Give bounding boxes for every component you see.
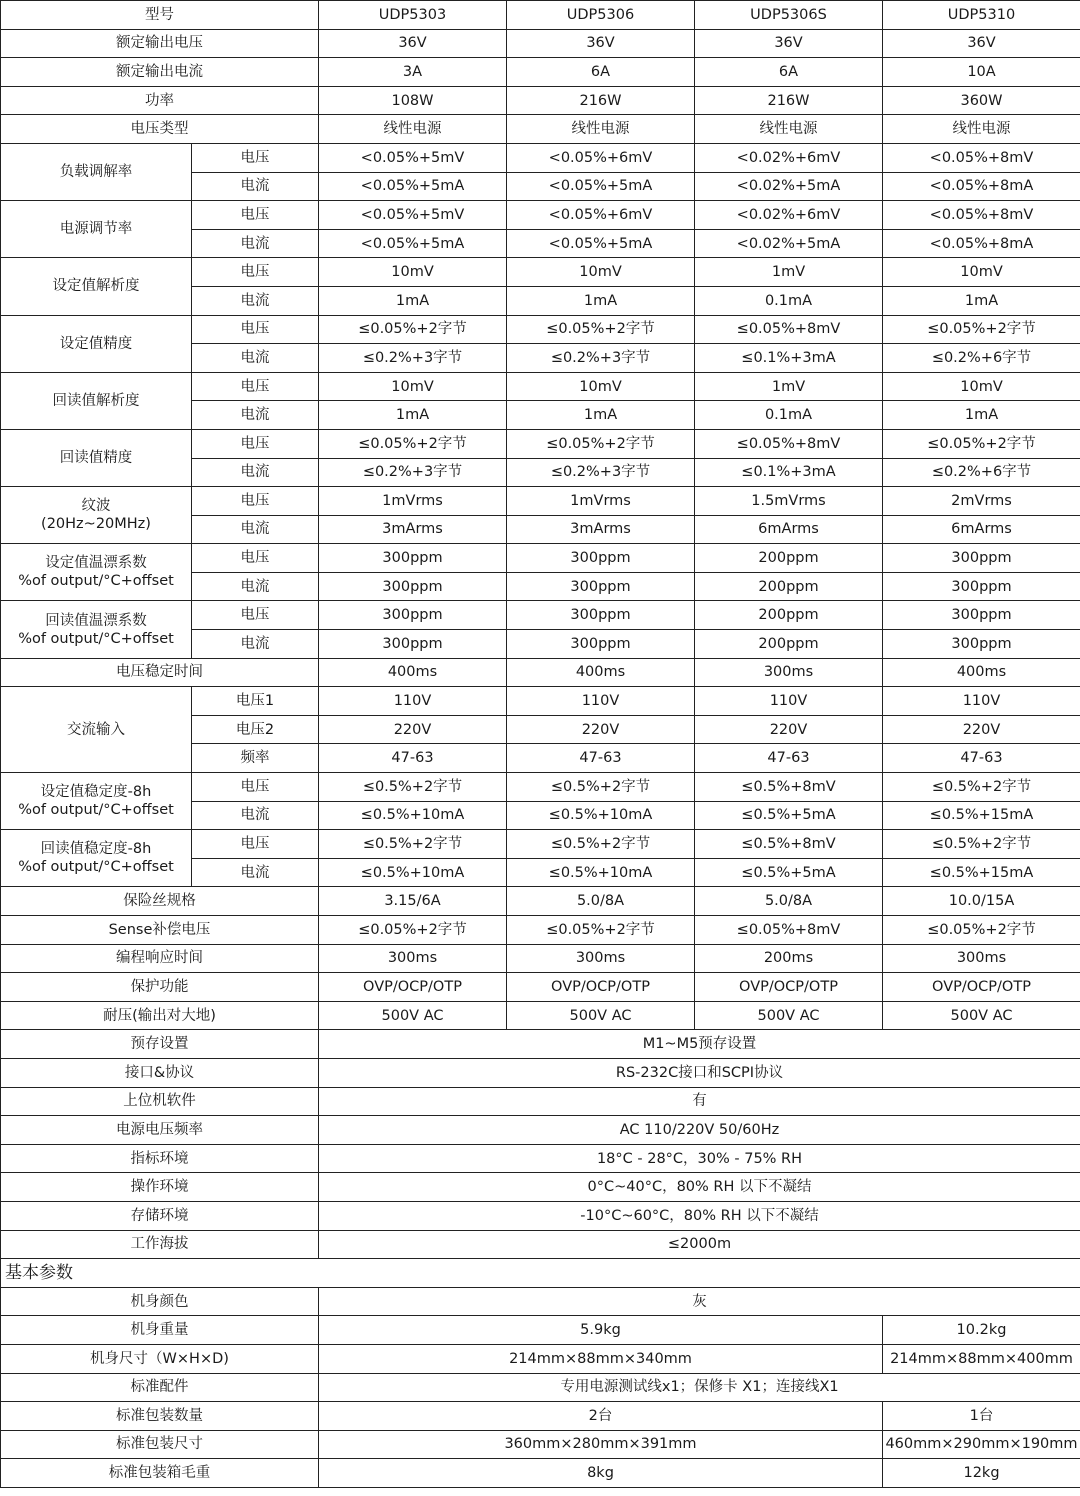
row-value: 300ppm — [507, 630, 695, 659]
row-value: AC 110/220V 50/60Hz — [319, 1116, 1080, 1145]
sub-label: 电流 — [192, 858, 319, 887]
group-label — [1, 544, 192, 601]
row-value: 36V — [695, 29, 883, 58]
row-label: 标准包装数量 — [1, 1402, 319, 1431]
row-value: 400ms — [319, 658, 507, 687]
row-value: 1mA — [883, 401, 1080, 430]
sub-label: 电流 — [192, 515, 319, 544]
row-value: ≤0.5%+10mA — [507, 801, 695, 830]
row-value: <0.05%+8mA — [883, 229, 1080, 258]
row-value: -10°C~60°C，80% RH 以下不凝结 — [319, 1201, 1080, 1230]
table-row — [1, 1373, 1080, 1402]
sub-label: 电压 — [192, 429, 319, 458]
table-row — [1, 687, 1080, 716]
row-value: 3.15/6A — [319, 887, 507, 916]
row-value: 8kg — [319, 1459, 883, 1488]
row-label: 机身尺寸（W×H×D) — [1, 1344, 319, 1373]
group-label — [1, 429, 192, 486]
row-value: ≤0.05%+2字节 — [507, 429, 695, 458]
sub-label: 电压 — [192, 258, 319, 287]
row-value: ≤0.05%+2字节 — [883, 916, 1080, 945]
row-value: ≤0.5%+2字节 — [319, 773, 507, 802]
row-value: ≤0.5%+5mA — [695, 858, 883, 887]
row-value: 36V — [319, 29, 507, 58]
row-label: 上位机软件 — [1, 1087, 319, 1116]
row-label: 保险丝规格 — [1, 887, 319, 916]
table-row — [1, 1001, 1080, 1030]
table-row — [1, 544, 1080, 573]
group-label-line: 回读值解析度 — [52, 392, 140, 409]
group-label-line: 设定值解析度 — [52, 278, 140, 295]
sub-label: 电流 — [192, 630, 319, 659]
row-value: <0.05%+5mA — [319, 229, 507, 258]
row-label: 标准包装尺寸 — [1, 1430, 319, 1459]
row-value: 300ms — [883, 944, 1080, 973]
row-value: 0.1mA — [695, 401, 883, 430]
row-value: <0.05%+5mA — [507, 229, 695, 258]
row-value: 灰 — [319, 1287, 1080, 1316]
table-row — [1, 916, 1080, 945]
row-value: 500V AC — [883, 1001, 1080, 1030]
row-value: 1台 — [883, 1402, 1080, 1431]
table-row — [1, 315, 1080, 344]
row-value: 400ms — [507, 658, 695, 687]
section-title: 基本参数 — [1, 1259, 1080, 1288]
row-value: ≤0.5%+2字节 — [507, 830, 695, 859]
row-value: 300ppm — [507, 544, 695, 573]
row-value: 216W — [695, 86, 883, 115]
group-label-line: 设定值稳定度-8h — [40, 784, 152, 801]
table-row — [1, 1, 1080, 30]
row-value: ≤0.5%+2字节 — [319, 830, 507, 859]
group-label — [1, 687, 192, 773]
row-value: 300ppm — [319, 544, 507, 573]
table-row — [1, 658, 1080, 687]
row-value: 1mVrms — [507, 487, 695, 516]
sub-label: 电压 — [192, 143, 319, 172]
row-value: 400ms — [883, 658, 1080, 687]
group-label-line: 回读值温漂系数 — [45, 612, 147, 629]
table-row — [1, 1058, 1080, 1087]
row-value: 200ppm — [695, 544, 883, 573]
row-value: ≤0.2%+3字节 — [319, 458, 507, 487]
table-row — [1, 86, 1080, 115]
sub-label: 电压 — [192, 315, 319, 344]
row-value: 3A — [319, 58, 507, 87]
row-value: ≤2000m — [319, 1230, 1080, 1259]
sub-label: 电压 — [192, 201, 319, 230]
row-value: 360W — [883, 86, 1080, 115]
group-label — [1, 601, 192, 658]
row-value: ≤0.5%+8mV — [695, 830, 883, 859]
row-label: 保护功能 — [1, 973, 319, 1002]
row-value: 0°C~40°C，80% RH 以下不凝结 — [319, 1173, 1080, 1202]
row-label: 标准配件 — [1, 1373, 319, 1402]
row-value: ≤0.5%+2字节 — [507, 773, 695, 802]
row-value: 110V — [883, 687, 1080, 716]
row-value: 47-63 — [883, 744, 1080, 773]
row-label: 额定输出电流 — [1, 58, 319, 87]
row-value: 3mArms — [319, 515, 507, 544]
row-value: <0.02%+6mV — [695, 143, 883, 172]
row-value: 1mA — [883, 286, 1080, 315]
row-label: 额定输出电压 — [1, 29, 319, 58]
row-value: 线性电源 — [319, 115, 507, 144]
group-label-line: %of output/°C+offset — [18, 859, 174, 876]
row-value: ≤0.2%+3字节 — [507, 344, 695, 373]
row-value: ≤0.1%+3mA — [695, 344, 883, 373]
row-value: <0.02%+5mA — [695, 172, 883, 201]
group-label-line: %of output/°C+offset — [18, 630, 174, 647]
row-value: <0.05%+5mA — [319, 172, 507, 201]
row-value: 线性电源 — [695, 115, 883, 144]
row-value: 110V — [319, 687, 507, 716]
group-label-line: %of output/°C+offset — [18, 573, 174, 590]
row-value: ≤0.05%+2字节 — [319, 916, 507, 945]
group-label-line: 负载调解率 — [59, 164, 133, 181]
sub-label: 电流 — [192, 172, 319, 201]
table-row — [1, 887, 1080, 916]
row-value: 10mV — [507, 258, 695, 287]
row-value: ≤0.5%+10mA — [507, 858, 695, 887]
row-value: 2mVrms — [883, 487, 1080, 516]
row-value: 10mV — [507, 372, 695, 401]
group-label-line: 设定值精度 — [59, 335, 133, 352]
row-value: ≤0.05%+8mV — [695, 315, 883, 344]
row-value: 10.0/15A — [883, 887, 1080, 916]
row-value: 220V — [319, 715, 507, 744]
sub-label: 电压2 — [192, 715, 319, 744]
table-row — [1, 830, 1080, 859]
row-value: 300ppm — [883, 544, 1080, 573]
group-label-line: 交流输入 — [67, 721, 125, 738]
table-row — [1, 1230, 1080, 1259]
group-label-line: 电源调节率 — [59, 221, 133, 238]
row-label: 功率 — [1, 86, 319, 115]
row-value: 1mA — [507, 401, 695, 430]
row-value: 300ms — [319, 944, 507, 973]
table-row — [1, 487, 1080, 516]
row-value: 200ppm — [695, 601, 883, 630]
table-row — [1, 1430, 1080, 1459]
row-value: OVP/OCP/OTP — [319, 973, 507, 1002]
row-value: 线性电源 — [507, 115, 695, 144]
row-value: <0.05%+8mA — [883, 172, 1080, 201]
row-label: 指标环境 — [1, 1144, 319, 1173]
row-value: 214mm×88mm×400mm — [883, 1344, 1080, 1373]
row-value: ≤0.2%+6字节 — [883, 344, 1080, 373]
sub-label: 电压 — [192, 487, 319, 516]
row-value: 300ms — [507, 944, 695, 973]
row-value: 6mArms — [883, 515, 1080, 544]
sub-label: 电流 — [192, 229, 319, 258]
row-value: 3mArms — [507, 515, 695, 544]
row-value: OVP/OCP/OTP — [695, 973, 883, 1002]
row-value: 10.2kg — [883, 1316, 1080, 1345]
row-label: 工作海拔 — [1, 1230, 319, 1259]
row-value: 220V — [507, 715, 695, 744]
model-name: UDP5303 — [319, 1, 507, 30]
row-value: 110V — [695, 687, 883, 716]
row-value: <0.02%+5mA — [695, 229, 883, 258]
model-name: UDP5306S — [695, 1, 883, 30]
row-value: OVP/OCP/OTP — [507, 973, 695, 1002]
row-value: 200ppm — [695, 572, 883, 601]
row-value: M1~M5预存设置 — [319, 1030, 1080, 1059]
row-label: 存储环境 — [1, 1201, 319, 1230]
sub-label: 电流 — [192, 286, 319, 315]
model-name: UDP5306 — [507, 1, 695, 30]
row-label: Sense补偿电压 — [1, 916, 319, 945]
row-value: 1mV — [695, 372, 883, 401]
group-label — [1, 201, 192, 258]
table-row — [1, 944, 1080, 973]
table-row — [1, 773, 1080, 802]
row-value: 6mArms — [695, 515, 883, 544]
table-row — [1, 1402, 1080, 1431]
row-value: ≤0.2%+3字节 — [319, 344, 507, 373]
table-row — [1, 429, 1080, 458]
table-row — [1, 973, 1080, 1002]
group-label-line: %of output/°C+offset — [18, 802, 174, 819]
row-value: ≤0.05%+8mV — [695, 429, 883, 458]
table-row — [1, 29, 1080, 58]
group-label — [1, 372, 192, 429]
row-value: 360mm×280mm×391mm — [319, 1430, 883, 1459]
model-name: UDP5310 — [883, 1, 1080, 30]
row-value: ≤0.2%+3字节 — [507, 458, 695, 487]
sub-label: 电压 — [192, 830, 319, 859]
row-value: 1mA — [319, 286, 507, 315]
group-label — [1, 487, 192, 544]
table-row — [1, 1287, 1080, 1316]
row-value: 110V — [507, 687, 695, 716]
row-value: <0.02%+6mV — [695, 201, 883, 230]
row-value: RS-232C接口和SCPI协议 — [319, 1058, 1080, 1087]
row-value: OVP/OCP/OTP — [883, 973, 1080, 1002]
row-value: 1mV — [695, 258, 883, 287]
group-label-line: 纹波 — [81, 498, 111, 515]
table-row — [1, 1459, 1080, 1488]
sub-label: 电流 — [192, 344, 319, 373]
row-label: 耐压(输出对大地) — [1, 1001, 319, 1030]
table-row — [1, 1087, 1080, 1116]
row-value: 10mV — [883, 372, 1080, 401]
group-label — [1, 830, 192, 887]
row-value: ≤0.05%+2字节 — [883, 315, 1080, 344]
row-value: 300ms — [695, 658, 883, 687]
sub-label: 电压 — [192, 773, 319, 802]
group-label-line: 设定值温漂系数 — [45, 555, 147, 572]
row-value: 1mA — [507, 286, 695, 315]
row-value: ≤0.5%+5mA — [695, 801, 883, 830]
row-label: 接口&协议 — [1, 1058, 319, 1087]
row-value: 36V — [883, 29, 1080, 58]
row-value: 10A — [883, 58, 1080, 87]
table-row — [1, 1344, 1080, 1373]
group-label-line: 回读值精度 — [59, 450, 133, 466]
row-value: 2台 — [319, 1402, 883, 1431]
row-value: ≤0.5%+10mA — [319, 801, 507, 830]
row-value: 300ppm — [319, 601, 507, 630]
row-value: 1mA — [319, 401, 507, 430]
row-value: 1mVrms — [319, 487, 507, 516]
row-value: 5.9kg — [319, 1316, 883, 1345]
table-row — [1, 601, 1080, 630]
row-label: 电压稳定时间 — [1, 658, 319, 687]
row-value: <0.05%+6mV — [507, 201, 695, 230]
row-value: 300ppm — [319, 630, 507, 659]
row-value: ≤0.05%+2字节 — [319, 429, 507, 458]
row-value: 6A — [695, 58, 883, 87]
row-value: ≤0.05%+2字节 — [507, 916, 695, 945]
group-label-line: 回读值稳定度-8h — [40, 841, 152, 858]
row-value: 10mV — [319, 258, 507, 287]
row-value: ≤0.5%+8mV — [695, 773, 883, 802]
row-value: ≤0.1%+3mA — [695, 458, 883, 487]
row-value: 0.1mA — [695, 286, 883, 315]
row-value: 36V — [507, 29, 695, 58]
sub-label: 电流 — [192, 458, 319, 487]
row-value: 18°C - 28°C，30% - 75% RH — [319, 1144, 1080, 1173]
table-row — [1, 1030, 1080, 1059]
group-label — [1, 143, 192, 200]
row-value: 有 — [319, 1087, 1080, 1116]
row-value: ≤0.5%+2字节 — [883, 773, 1080, 802]
table-row — [1, 1173, 1080, 1202]
header-label: 型号 — [1, 1, 319, 30]
row-value: ≤0.5%+2字节 — [883, 830, 1080, 859]
row-value: <0.05%+5mV — [319, 201, 507, 230]
row-value: 12kg — [883, 1459, 1080, 1488]
sub-label: 电流 — [192, 572, 319, 601]
row-value: 500V AC — [507, 1001, 695, 1030]
row-value: 1.5mVrms — [695, 487, 883, 516]
row-value: 300ppm — [883, 572, 1080, 601]
row-label: 操作环境 — [1, 1173, 319, 1202]
sub-label: 电流 — [192, 401, 319, 430]
row-value: 220V — [695, 715, 883, 744]
table-row — [1, 115, 1080, 144]
row-value: 10mV — [883, 258, 1080, 287]
row-value: 214mm×88mm×340mm — [319, 1344, 883, 1373]
row-value: ≤0.5%+15mA — [883, 801, 1080, 830]
row-value: ≤0.05%+8mV — [695, 916, 883, 945]
row-value: 300ppm — [883, 601, 1080, 630]
table-row — [1, 143, 1080, 172]
row-value: 500V AC — [319, 1001, 507, 1030]
row-value: 216W — [507, 86, 695, 115]
row-value: 5.0/8A — [695, 887, 883, 916]
row-label: 电源电压频率 — [1, 1116, 319, 1145]
row-value: ≤0.05%+2字节 — [883, 429, 1080, 458]
row-value: ≤0.05%+2字节 — [319, 315, 507, 344]
group-label — [1, 315, 192, 372]
table-row — [1, 58, 1080, 87]
row-label: 机身重量 — [1, 1316, 319, 1345]
row-label: 预存设置 — [1, 1030, 319, 1059]
row-value: ≤0.5%+15mA — [883, 858, 1080, 887]
sub-label: 电压1 — [192, 687, 319, 716]
row-value: 10mV — [319, 372, 507, 401]
row-value: 5.0/8A — [507, 887, 695, 916]
row-value: 47-63 — [695, 744, 883, 773]
row-value: <0.05%+5mA — [507, 172, 695, 201]
sub-label: 电流 — [192, 801, 319, 830]
row-value: 专用电源测试线x1；保修卡 X1；连接线X1 — [319, 1373, 1080, 1402]
table-row — [1, 372, 1080, 401]
row-value: <0.05%+6mV — [507, 143, 695, 172]
row-value: 300ppm — [319, 572, 507, 601]
table-row — [1, 1144, 1080, 1173]
row-value: 47-63 — [507, 744, 695, 773]
group-label — [1, 258, 192, 315]
row-value: <0.05%+8mV — [883, 143, 1080, 172]
row-value: ≤0.5%+10mA — [319, 858, 507, 887]
row-value: 300ppm — [507, 601, 695, 630]
table-row — [1, 1316, 1080, 1345]
table-row — [1, 258, 1080, 287]
row-value: 47-63 — [319, 744, 507, 773]
group-label — [1, 773, 192, 830]
row-value: 108W — [319, 86, 507, 115]
table-row — [1, 201, 1080, 230]
row-value: 220V — [883, 715, 1080, 744]
row-label: 编程响应时间 — [1, 944, 319, 973]
sub-label: 电压 — [192, 372, 319, 401]
row-value: 460mm×290mm×190mm — [883, 1430, 1080, 1459]
row-value: 6A — [507, 58, 695, 87]
row-value: 线性电源 — [883, 115, 1080, 144]
row-value: <0.05%+8mV — [883, 201, 1080, 230]
row-value: 200ms — [695, 944, 883, 973]
row-value: ≤0.05%+2字节 — [507, 315, 695, 344]
sub-label: 电压 — [192, 544, 319, 573]
row-label: 机身颜色 — [1, 1287, 319, 1316]
table-row — [1, 1201, 1080, 1230]
row-value: 300ppm — [883, 630, 1080, 659]
sub-label: 频率 — [192, 744, 319, 773]
row-label: 标准包装箱毛重 — [1, 1459, 319, 1488]
table-row — [1, 1259, 1080, 1288]
row-value: <0.05%+5mV — [319, 143, 507, 172]
row-value: 500V AC — [695, 1001, 883, 1030]
row-value: 300ppm — [507, 572, 695, 601]
sub-label: 电压 — [192, 601, 319, 630]
row-label: 电压类型 — [1, 115, 319, 144]
row-value: 200ppm — [695, 630, 883, 659]
row-value: ≤0.2%+6字节 — [883, 458, 1080, 487]
group-label-line: (20Hz~20MHz) — [41, 516, 151, 533]
table-row — [1, 1116, 1080, 1145]
